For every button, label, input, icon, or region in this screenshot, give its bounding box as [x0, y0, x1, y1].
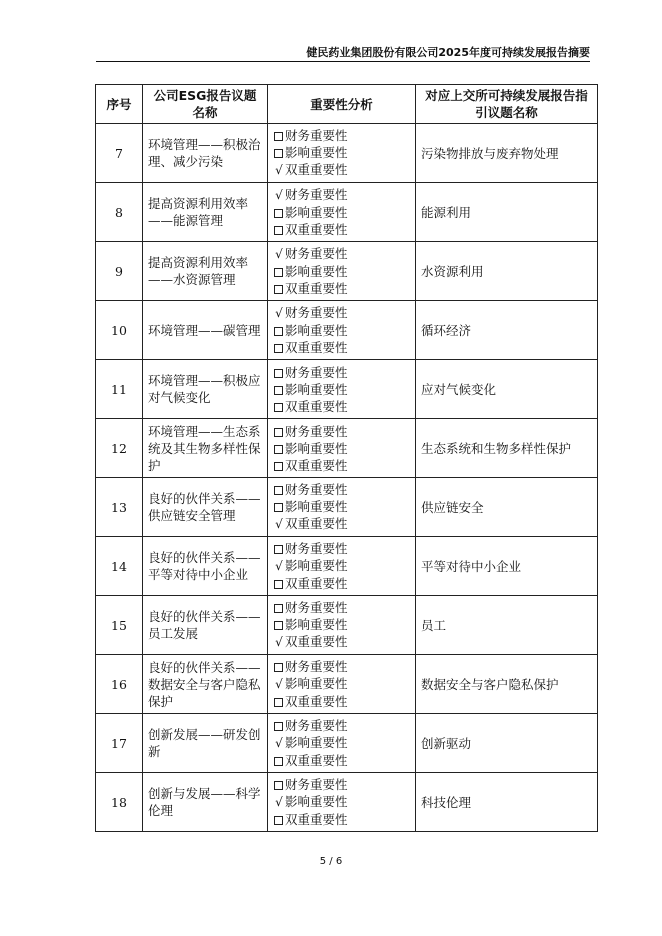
empty-checkbox-icon — [274, 781, 283, 790]
materiality-option — [273, 204, 410, 221]
empty-checkbox-icon — [274, 486, 283, 495]
materiality-option-label: 财务重要性 — [285, 364, 348, 380]
materiality-option-label: 双重重要性 — [285, 281, 348, 296]
esg-topic-name: 环境管理——积极应对气候变化 — [143, 360, 268, 419]
materiality-option-label: 影响重要性 — [285, 617, 348, 632]
materiality-option — [273, 457, 410, 474]
materiality-options — [268, 773, 416, 832]
materiality-options — [268, 301, 416, 360]
materiality-option-label: 双重重要性 — [285, 340, 348, 355]
guide-topic-name: 能源利用 — [416, 183, 598, 242]
row-number: 16 — [96, 655, 143, 714]
materiality-options — [268, 596, 416, 655]
empty-checkbox-icon — [274, 445, 283, 454]
guide-topic-name: 生态系统和生物多样性保护 — [416, 419, 598, 478]
materiality-option — [273, 575, 410, 592]
materiality-option-label: 双重重要性 — [285, 457, 348, 473]
empty-checkbox-icon — [274, 663, 283, 672]
table-row — [96, 360, 598, 419]
guide-topic-name: 创新驱动 — [416, 714, 598, 773]
materiality-option-label: 影响重要性 — [285, 323, 348, 338]
materiality-option-label: 影响重要性 — [285, 440, 348, 456]
materiality-option-label: 双重重要性 — [285, 398, 348, 414]
materiality-option — [273, 498, 410, 515]
materiality-option-label: 影响重要性 — [285, 381, 348, 397]
materiality-option-label: 双重重要性 — [285, 576, 348, 591]
empty-checkbox-icon — [274, 722, 283, 731]
materiality-option — [273, 186, 410, 204]
checkmark-icon: √ — [275, 795, 283, 809]
materiality-option-label: 财务重要性 — [285, 423, 348, 439]
materiality-option-label: 双重重要性 — [285, 634, 348, 649]
materiality-option-label: 双重重要性 — [285, 222, 348, 237]
row-number: 18 — [96, 773, 143, 832]
esg-topic-name: 环境管理——积极治理、减少污染 — [143, 124, 268, 183]
materiality-options — [268, 655, 416, 714]
materiality-option — [273, 364, 410, 381]
materiality-option-label: 财务重要性 — [285, 718, 348, 733]
col-header-materiality: 重要性分析 — [268, 85, 416, 124]
materiality-options — [268, 242, 416, 301]
esg-topic-name: 提高资源利用效率——能源管理 — [143, 183, 268, 242]
table-row — [96, 655, 598, 714]
materiality-option-label: 双重重要性 — [285, 812, 348, 827]
materiality-option-label: 双重重要性 — [285, 694, 348, 709]
row-number: 12 — [96, 419, 143, 478]
materiality-option — [273, 734, 410, 752]
empty-checkbox-icon — [274, 816, 283, 825]
empty-checkbox-icon — [274, 132, 283, 141]
row-number: 13 — [96, 478, 143, 537]
materiality-option-label: 财务重要性 — [285, 128, 348, 143]
materiality-option — [273, 221, 410, 238]
materiality-option — [273, 811, 410, 828]
guide-topic-name: 供应链安全 — [416, 478, 598, 537]
table-row — [96, 124, 598, 183]
empty-checkbox-icon — [274, 604, 283, 613]
guide-topic-name: 应对气候变化 — [416, 360, 598, 419]
materiality-option — [273, 675, 410, 693]
materiality-option — [273, 599, 410, 616]
materiality-option-label: 财务重要性 — [285, 777, 348, 792]
materiality-option — [273, 245, 410, 263]
row-number: 8 — [96, 183, 143, 242]
table-row — [96, 478, 598, 537]
table-row — [96, 773, 598, 832]
empty-checkbox-icon — [274, 621, 283, 630]
materiality-option — [273, 633, 410, 651]
empty-checkbox-icon — [274, 462, 283, 471]
materiality-option — [273, 381, 410, 398]
empty-checkbox-icon — [274, 403, 283, 412]
materiality-option-label: 影响重要性 — [285, 735, 348, 750]
materiality-option — [273, 540, 410, 557]
materiality-option — [273, 658, 410, 675]
esg-topics-table — [95, 84, 598, 832]
materiality-option — [273, 752, 410, 769]
materiality-option — [273, 481, 410, 498]
empty-checkbox-icon — [274, 580, 283, 589]
materiality-option-label: 财务重要性 — [285, 659, 348, 674]
checkmark-icon: √ — [275, 736, 283, 750]
empty-checkbox-icon — [274, 698, 283, 707]
materiality-option — [273, 423, 410, 440]
empty-checkbox-icon — [274, 503, 283, 512]
esg-topic-name: 创新发展——研发创新 — [143, 714, 268, 773]
empty-checkbox-icon — [274, 386, 283, 395]
table-row — [96, 301, 598, 360]
esg-topic-name: 环境管理——碳管理 — [143, 301, 268, 360]
checkmark-icon: √ — [275, 677, 283, 691]
materiality-option-label: 双重重要性 — [285, 753, 348, 768]
materiality-option-label: 影响重要性 — [285, 499, 348, 514]
materiality-option — [273, 440, 410, 457]
materiality-options — [268, 537, 416, 596]
materiality-option-label: 影响重要性 — [285, 676, 348, 691]
table-row — [96, 537, 598, 596]
materiality-option — [273, 717, 410, 734]
esg-topic-name: 良好的伙伴关系——供应链安全管理 — [143, 478, 268, 537]
guide-topic-name: 污染物排放与废弃物处理 — [416, 124, 598, 183]
materiality-option-label: 影响重要性 — [285, 145, 348, 160]
empty-checkbox-icon — [274, 268, 283, 277]
empty-checkbox-icon — [274, 285, 283, 294]
esg-topic-name: 良好的伙伴关系——平等对待中小企业 — [143, 537, 268, 596]
checkmark-icon: √ — [275, 247, 283, 261]
materiality-option — [273, 127, 410, 144]
materiality-option — [273, 693, 410, 710]
table-row — [96, 183, 598, 242]
checkmark-icon: √ — [275, 163, 283, 177]
empty-checkbox-icon — [274, 226, 283, 235]
materiality-option — [273, 557, 410, 575]
row-number: 17 — [96, 714, 143, 773]
checkmark-icon: √ — [275, 635, 283, 649]
guide-topic-name: 数据安全与客户隐私保护 — [416, 655, 598, 714]
materiality-option — [273, 776, 410, 793]
table-row — [96, 714, 598, 773]
materiality-option — [273, 263, 410, 280]
table-row — [96, 419, 598, 478]
guide-topic-name: 水资源利用 — [416, 242, 598, 301]
materiality-option — [273, 793, 410, 811]
materiality-options — [268, 183, 416, 242]
materiality-option — [273, 339, 410, 356]
materiality-options — [268, 478, 416, 537]
materiality-option-label: 财务重要性 — [285, 541, 348, 556]
materiality-option-label: 影响重要性 — [285, 264, 348, 279]
guide-topic-name: 平等对待中小企业 — [416, 537, 598, 596]
materiality-option-label: 财务重要性 — [285, 187, 348, 202]
guide-topic-name: 员工 — [416, 596, 598, 655]
table-header-row — [96, 85, 598, 124]
checkmark-icon: √ — [275, 306, 283, 320]
materiality-option-label: 双重重要性 — [285, 162, 348, 177]
materiality-option — [273, 616, 410, 633]
empty-checkbox-icon — [274, 757, 283, 766]
row-number: 7 — [96, 124, 143, 183]
esg-topic-name: 环境管理——生态系统及其生物多样性保护 — [143, 419, 268, 478]
materiality-option-label: 财务重要性 — [285, 246, 348, 261]
materiality-option-label: 双重重要性 — [285, 516, 348, 531]
checkmark-icon: √ — [275, 517, 283, 531]
materiality-options — [268, 360, 416, 419]
esg-topic-name: 良好的伙伴关系——员工发展 — [143, 596, 268, 655]
empty-checkbox-icon — [274, 327, 283, 336]
materiality-option-label: 影响重要性 — [285, 558, 348, 573]
empty-checkbox-icon — [274, 149, 283, 158]
materiality-option — [273, 304, 410, 322]
row-number: 10 — [96, 301, 143, 360]
materiality-option — [273, 515, 410, 533]
materiality-option — [273, 161, 410, 179]
materiality-option-label: 财务重要性 — [285, 305, 348, 320]
row-number: 11 — [96, 360, 143, 419]
materiality-options — [268, 419, 416, 478]
guide-topic-name: 循环经济 — [416, 301, 598, 360]
checkmark-icon: √ — [275, 188, 283, 202]
materiality-option-label: 财务重要性 — [285, 482, 348, 497]
materiality-options — [268, 714, 416, 773]
col-header-no: 序号 — [96, 85, 143, 124]
esg-topic-name: 提高资源利用效率——水资源管理 — [143, 242, 268, 301]
guide-topic-name: 科技伦理 — [416, 773, 598, 832]
esg-topic-name: 良好的伙伴关系——数据安全与客户隐私保护 — [143, 655, 268, 714]
empty-checkbox-icon — [274, 545, 283, 554]
empty-checkbox-icon — [274, 209, 283, 218]
empty-checkbox-icon — [274, 369, 283, 378]
esg-topic-name: 创新与发展——科学伦理 — [143, 773, 268, 832]
page-number: 5 / 6 — [319, 856, 343, 867]
header-divider — [96, 61, 590, 62]
materiality-option — [273, 144, 410, 161]
materiality-option-label: 影响重要性 — [285, 794, 348, 809]
materiality-option-label: 财务重要性 — [285, 600, 348, 615]
empty-checkbox-icon — [274, 428, 283, 437]
row-number: 15 — [96, 596, 143, 655]
checkmark-icon: √ — [275, 559, 283, 573]
col-header-topic: 公司ESG报告议题名称 — [143, 85, 268, 124]
table-row — [96, 596, 598, 655]
materiality-options — [268, 124, 416, 183]
materiality-option — [273, 322, 410, 339]
table-row — [96, 242, 598, 301]
row-number: 9 — [96, 242, 143, 301]
empty-checkbox-icon — [274, 344, 283, 353]
materiality-option — [273, 280, 410, 297]
table-body — [96, 124, 598, 832]
document-header-title: 健民药业集团股份有限公司2025年度可持续发展报告摘要 — [306, 46, 590, 59]
col-header-guide-topic: 对应上交所可持续发展报告指引议题名称 — [416, 85, 598, 124]
materiality-option-label: 影响重要性 — [285, 205, 348, 220]
materiality-option — [273, 398, 410, 415]
row-number: 14 — [96, 537, 143, 596]
